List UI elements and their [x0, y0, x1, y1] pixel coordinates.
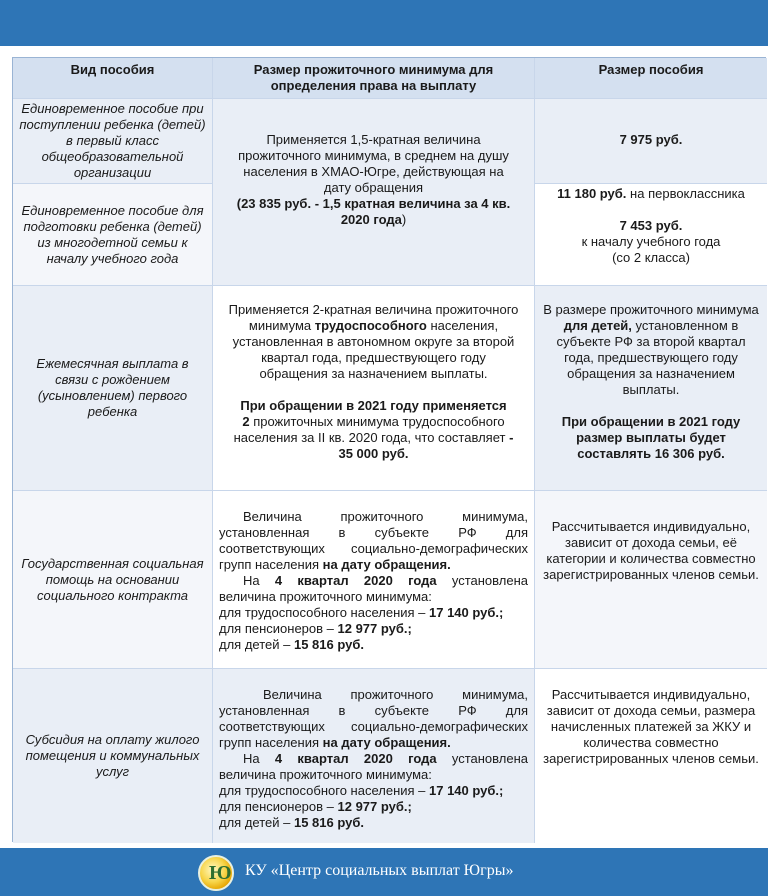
row-large-family-label: Единовременное пособие для подготовки ребенка (детей) из многодетной семьи к началу учебного года — [13, 184, 213, 286]
first-child-amount-2021: При обращении в 2021 году размер выплаты будет составлять 16 306 руб. — [561, 414, 741, 461]
header-subsistence-minimum: Размер прожиточного минимума для определения права на выплату — [213, 58, 535, 99]
second-grade-note: (со 2 класса) — [612, 250, 690, 265]
housing-line-workers — [219, 783, 528, 799]
header-benefit-amount: Размер пособия — [535, 58, 767, 99]
social-contract-children-value: 15 816 руб. — [293, 637, 364, 652]
housing-quarter — [219, 751, 528, 783]
row-social-contract-label: Государственная социальная помощь на основании социального контракта — [13, 491, 213, 669]
housing-line-children — [219, 815, 528, 831]
first-grader-text: на первоклассника — [626, 186, 745, 201]
housing-children-value: 15 816 руб. — [293, 815, 364, 830]
social-contract-quarter-pre: На — [243, 573, 275, 588]
first-child-2021-heading: При обращении в 2021 году применяется — [240, 398, 507, 413]
social-contract-line-children — [219, 637, 528, 653]
social-contract-quarter-bold: 4 квартал 2020 года — [274, 573, 437, 588]
logo-mark: Ю — [209, 862, 232, 884]
housing-children-label: для детей – — [219, 815, 294, 830]
social-contract-workers-label: для трудоспособного населения – — [219, 605, 429, 620]
first-child-amount-rule-rest: установленном в субъекте РФ за второй квартал года, предшествующего году обращения за назначением выплаты. — [556, 318, 746, 397]
social-contract-quarter — [219, 573, 528, 605]
housing-quarter-text: установлена величина прожиточного минимума: — [219, 751, 528, 782]
row-first-child-minimum — [213, 286, 535, 491]
row-housing-subsidy-label: Субсидия на оплату жилого помещения и коммунальных услуг — [13, 669, 213, 843]
housing-workers-label: для трудоспособного населения – — [219, 783, 429, 798]
shared-minimum-close: ) — [401, 212, 407, 227]
shared-minimum-value: (23 835 руб. - 1,5 кратная величина за 4 кв. 2020 года — [236, 196, 511, 227]
first-child-rule-bold: трудоспособного — [314, 318, 427, 333]
row-first-grade-amount: 7 975 руб. — [535, 99, 767, 184]
first-grader-amount: 11 180 руб. — [557, 186, 627, 201]
social-contract-rule-text: Величина прожиточного минимума, установленная в субъекте РФ для соответствующих социально-демографических групп населения — [219, 509, 528, 572]
ugra-logo-icon — [198, 855, 234, 891]
social-contract-pensioners-value: 12 977 руб.; — [337, 621, 412, 636]
row-social-contract-minimum — [213, 491, 535, 669]
social-contract-quarter-text: установлена величина прожиточного минимума: — [219, 573, 528, 604]
housing-line-pensioners — [219, 799, 528, 815]
first-child-amount-rule: В размере прожиточного минимума — [543, 302, 759, 317]
social-contract-pensioners-label: для пенсионеров – — [219, 621, 338, 636]
first-child-2021-text: прожиточных минимума трудоспособного населения за II кв. 2020 года, что составляет — [233, 414, 510, 445]
housing-quarter-bold: 4 квартал 2020 года — [274, 751, 437, 766]
row-first-child-label: Ежемесячная выплата в связи с рождением (усыновлением) первого ребенка — [13, 286, 213, 491]
social-contract-rule-bold: на дату обращения. — [322, 557, 451, 572]
social-contract-children-label: для детей – — [219, 637, 294, 652]
row-housing-subsidy-minimum — [213, 669, 535, 843]
social-contract-line-pensioners — [219, 621, 528, 637]
housing-rule-bold: на дату обращения. — [322, 735, 451, 750]
first-child-2021-value: - 35 000 руб. — [338, 430, 514, 461]
first-child-multiplier: 2 — [242, 414, 250, 429]
housing-rule-text: Величина прожиточного минимума, установленная в субъекте РФ для соответствующих социально-демографических групп населения — [219, 687, 528, 750]
row-first-child-amount — [535, 286, 767, 491]
social-contract-workers-value: 17 140 руб.; — [429, 605, 504, 620]
housing-quarter-pre: На — [243, 751, 275, 766]
social-contract-line-workers — [219, 605, 528, 621]
housing-pensioners-value: 12 977 руб.; — [337, 799, 412, 814]
social-contract-rule — [219, 509, 528, 573]
row-first-grade-label: Единовременное пособие при поступлении ребенка (детей) в первый класс общеобразовательной организации — [13, 99, 213, 184]
first-child-amount-rule-bold: для детей, — [563, 318, 632, 333]
row-housing-subsidy-amount: Рассчитывается индивидуально, зависит от дохода семьи, размера начисленных платежей за ЖКУ и количества совместно зарегистрированных членов семьи. — [535, 669, 767, 843]
shared-minimum-text: Применяется 1,5-кратная величина прожиточного минимума, в среднем на душу населения в ХМАО-Югре, действующая на дату обращения — [238, 132, 509, 195]
top-banner — [0, 0, 768, 46]
first-child-rule-rest: населения, установленная в автономном округе за второй квартал года, предшествующего году обращения за назначением выплаты. — [232, 318, 515, 381]
organization-name: КУ «Центр социальных выплат Югры» — [245, 862, 514, 879]
footer-banner — [0, 848, 768, 896]
school-year-text: к началу учебного года — [581, 234, 721, 249]
row-large-family-amount — [535, 184, 767, 286]
row-first-grade-minimum — [213, 99, 535, 286]
housing-workers-value: 17 140 руб.; — [429, 783, 504, 798]
benefits-table — [12, 57, 766, 842]
row-social-contract-amount: Рассчитывается индивидуально, зависит от дохода семьи, её категории и количества совместно зарегистрированных членов семьи. — [535, 491, 767, 669]
first-child-rule: Применяется 2-кратная величина прожиточного минимума — [228, 302, 519, 333]
header-benefit-type: Вид пособия — [13, 58, 213, 99]
school-year-amount: 7 453 руб. — [619, 218, 683, 233]
housing-rule — [219, 687, 528, 751]
housing-pensioners-label: для пенсионеров – — [219, 799, 338, 814]
